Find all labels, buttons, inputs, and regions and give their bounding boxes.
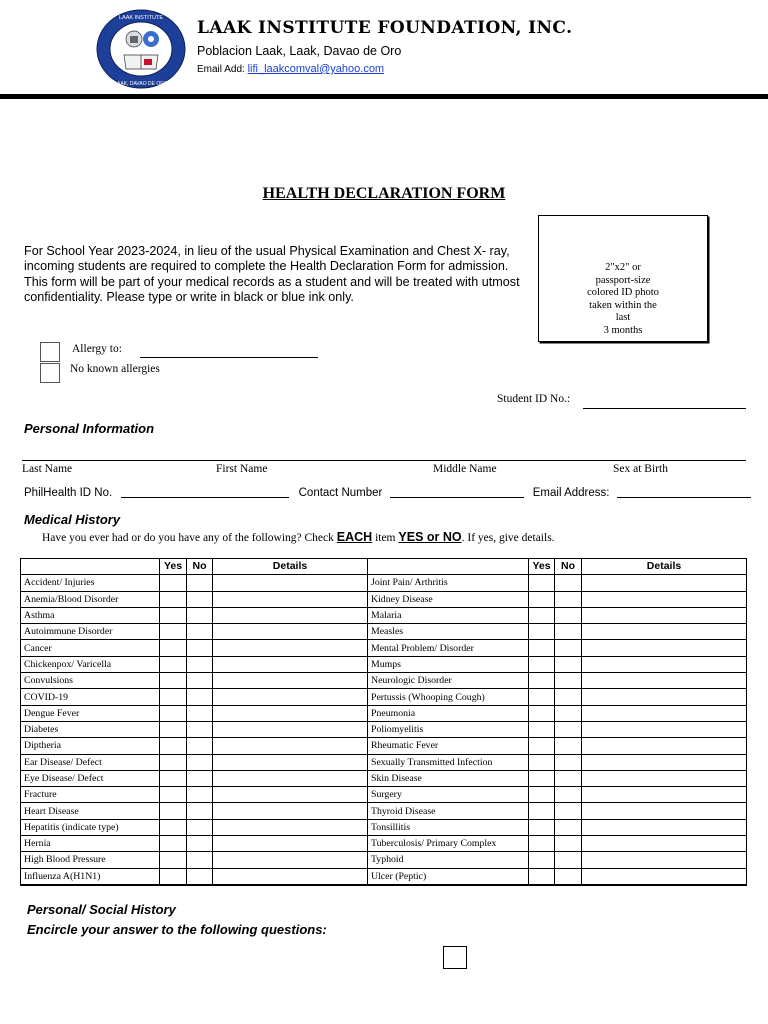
no-cell[interactable]	[555, 738, 582, 754]
no-cell[interactable]	[187, 868, 213, 885]
details-cell[interactable]	[582, 770, 747, 786]
answer-box[interactable]	[443, 946, 467, 969]
yes-cell[interactable]	[160, 787, 187, 803]
details-cell[interactable]	[582, 819, 747, 835]
condition-cell: Eye Disease/ Defect	[21, 770, 160, 786]
details-cell[interactable]	[582, 673, 747, 689]
details-cell[interactable]	[582, 640, 747, 656]
organization-email-row	[197, 63, 384, 75]
condition-cell: Sexually Transmitted Infection	[368, 754, 529, 770]
details-cell[interactable]	[582, 607, 747, 623]
details-cell[interactable]	[213, 575, 368, 591]
medical-history-body	[21, 575, 747, 885]
no-header: No	[555, 559, 582, 575]
yes-cell[interactable]	[160, 705, 187, 721]
photo-line: taken within the	[589, 299, 657, 311]
social-history-heading: Personal/ Social History	[27, 902, 176, 917]
details-cell[interactable]	[213, 868, 368, 885]
condition-cell: Tuberculosis/ Primary Complex	[368, 836, 529, 852]
no-cell[interactable]	[187, 803, 213, 819]
no-cell[interactable]	[555, 803, 582, 819]
yes-cell[interactable]	[529, 787, 555, 803]
condition-cell: Diabetes	[21, 721, 160, 737]
details-cell[interactable]	[582, 754, 747, 770]
condition-cell: High Blood Pressure	[21, 852, 160, 868]
table-row	[21, 721, 747, 737]
details-cell[interactable]	[213, 803, 368, 819]
no-cell[interactable]	[187, 819, 213, 835]
no-cell[interactable]	[555, 640, 582, 656]
no-cell[interactable]	[555, 575, 582, 591]
form-title: HEALTH DECLARATION FORM	[262, 185, 506, 202]
no-cell[interactable]	[555, 673, 582, 689]
organization-address: Poblacion Laak, Laak, Davao de Oro	[197, 44, 402, 58]
svg-text:LAAK INSTITUTE: LAAK INSTITUTE	[118, 15, 164, 21]
yes-cell[interactable]	[529, 803, 555, 819]
yes-cell[interactable]	[160, 721, 187, 737]
yes-cell[interactable]	[529, 624, 555, 640]
no-cell[interactable]	[555, 624, 582, 640]
yes-cell[interactable]	[160, 689, 187, 705]
header-rule	[0, 94, 768, 99]
yes-cell[interactable]	[160, 803, 187, 819]
instr-part: item	[372, 532, 399, 544]
organization-name: LAAK INSTITUTE FOUNDATION, INC.	[197, 18, 573, 38]
condition-cell: Skin Disease	[368, 770, 529, 786]
condition-header-left	[21, 559, 160, 575]
no-cell[interactable]	[187, 689, 213, 705]
table-row	[21, 591, 747, 607]
yes-cell[interactable]	[160, 836, 187, 852]
allergy-checkbox[interactable]	[40, 342, 60, 362]
condition-cell: Dengue Fever	[21, 705, 160, 721]
no-cell[interactable]	[555, 868, 582, 885]
yes-cell[interactable]	[529, 640, 555, 656]
no-cell[interactable]	[187, 705, 213, 721]
details-cell[interactable]	[582, 705, 747, 721]
table-row	[21, 656, 747, 672]
details-cell[interactable]	[213, 640, 368, 656]
yes-cell[interactable]	[529, 705, 555, 721]
no-cell[interactable]	[187, 721, 213, 737]
condition-cell: Joint Pain/ Arthritis	[368, 575, 529, 591]
details-cell[interactable]	[213, 754, 368, 770]
yes-cell[interactable]	[160, 624, 187, 640]
condition-cell: Ulcer (Peptic)	[368, 868, 529, 885]
yes-cell[interactable]	[160, 738, 187, 754]
condition-cell: Anemia/Blood Disorder	[21, 591, 160, 607]
no-cell[interactable]	[555, 591, 582, 607]
no-cell[interactable]	[187, 852, 213, 868]
yes-cell[interactable]	[529, 656, 555, 672]
no-cell[interactable]	[187, 624, 213, 640]
details-cell[interactable]	[213, 787, 368, 803]
details-cell[interactable]	[213, 721, 368, 737]
no-cell[interactable]	[555, 754, 582, 770]
details-header: Details	[582, 559, 747, 575]
details-cell[interactable]	[582, 803, 747, 819]
yes-cell[interactable]	[529, 673, 555, 689]
yes-cell[interactable]	[529, 591, 555, 607]
student-id-input-line[interactable]	[583, 408, 746, 409]
personal-info-heading: Personal Information	[24, 421, 155, 436]
form-intro: For School Year 2023-2024, in lieu of the usual Physical Examination and Chest X- ray, incoming students are required to complete the Health Declaration Form for admission. This form will be part of your medical records as a student and will be treated with utmost confidentiality. Please type or write in black or blue ink only.	[24, 244, 520, 305]
condition-cell: Heart Disease	[21, 803, 160, 819]
instr-yes-no: YES or NO	[398, 530, 462, 544]
no-cell[interactable]	[187, 656, 213, 672]
yes-cell[interactable]	[160, 852, 187, 868]
details-cell[interactable]	[213, 689, 368, 705]
details-cell[interactable]	[582, 787, 747, 803]
details-cell[interactable]	[582, 689, 747, 705]
medical-history-instruction	[42, 530, 555, 544]
organization-email-link[interactable]: lifi_laakcomval@yahoo.com	[247, 63, 385, 75]
condition-cell: Pertussis (Whooping Cough)	[368, 689, 529, 705]
table-row	[21, 640, 747, 656]
details-cell[interactable]	[213, 624, 368, 640]
details-header: Details	[213, 559, 368, 575]
no-cell[interactable]	[187, 575, 213, 591]
social-history-instruction: Encircle your answer to the following questions:	[27, 922, 327, 937]
no-cell[interactable]	[187, 787, 213, 803]
philhealth-input-line[interactable]	[121, 497, 289, 498]
condition-cell: Tonsillitis	[368, 819, 529, 835]
yes-cell[interactable]	[160, 607, 187, 623]
condition-cell: Chickenpox/ Varicella	[21, 656, 160, 672]
email-address-label: Email Address:	[532, 487, 610, 499]
no-cell[interactable]	[555, 770, 582, 786]
photo-instructions	[540, 262, 706, 337]
medical-history-table	[20, 558, 747, 886]
details-cell[interactable]	[213, 738, 368, 754]
details-cell[interactable]	[582, 591, 747, 607]
details-cell[interactable]	[213, 836, 368, 852]
condition-cell: Measles	[368, 624, 529, 640]
condition-cell: Ear Disease/ Defect	[21, 754, 160, 770]
no-allergy-label: No known allergies	[70, 363, 160, 375]
no-cell[interactable]	[187, 754, 213, 770]
condition-cell: Mental Problem/ Disorder	[368, 640, 529, 656]
yes-cell[interactable]	[160, 656, 187, 672]
no-cell[interactable]	[555, 689, 582, 705]
table-row	[21, 770, 747, 786]
details-cell[interactable]	[213, 852, 368, 868]
sex-label: Sex at Birth	[613, 463, 668, 475]
table-row	[21, 705, 747, 721]
yes-cell[interactable]	[529, 607, 555, 623]
table-row	[21, 689, 747, 705]
philhealth-label: PhilHealth ID No.	[24, 487, 113, 499]
instr-each: EACH	[336, 530, 373, 544]
contact-row	[24, 487, 751, 499]
email-input-line[interactable]	[617, 497, 751, 498]
condition-cell: Fracture	[21, 787, 160, 803]
condition-cell: Kidney Disease	[368, 591, 529, 607]
no-cell[interactable]	[555, 819, 582, 835]
yes-cell[interactable]	[160, 591, 187, 607]
no-cell[interactable]	[555, 787, 582, 803]
photo-line: 3 months	[603, 324, 643, 336]
yes-cell[interactable]	[160, 770, 187, 786]
instr-part: . If yes, give details.	[461, 532, 555, 544]
condition-cell: Accident/ Injuries	[21, 575, 160, 591]
photo-line: 2"x2" or	[605, 262, 641, 273]
details-cell[interactable]	[213, 673, 368, 689]
table-row	[21, 607, 747, 623]
table-row	[21, 787, 747, 803]
contact-input-line[interactable]	[390, 497, 524, 498]
condition-cell: Surgery	[368, 787, 529, 803]
contact-label: Contact Number	[298, 487, 383, 499]
no-cell[interactable]	[187, 673, 213, 689]
last-name-label: Last Name	[22, 463, 73, 475]
details-cell[interactable]	[213, 705, 368, 721]
details-cell[interactable]	[213, 607, 368, 623]
no-cell[interactable]	[555, 607, 582, 623]
condition-cell: Convulsions	[21, 673, 160, 689]
condition-cell: Poliomyelitis	[368, 721, 529, 737]
yes-cell[interactable]	[529, 868, 555, 885]
no-cell[interactable]	[555, 656, 582, 672]
table-row	[21, 673, 747, 689]
details-cell[interactable]	[213, 656, 368, 672]
details-cell[interactable]	[582, 868, 747, 885]
condition-cell: Thyroid Disease	[368, 803, 529, 819]
details-cell[interactable]	[582, 738, 747, 754]
table-row	[21, 575, 747, 591]
yes-cell[interactable]	[529, 721, 555, 737]
no-cell[interactable]	[555, 836, 582, 852]
condition-cell: Asthma	[21, 607, 160, 623]
yes-cell[interactable]	[529, 770, 555, 786]
photo-line: passport-size	[595, 274, 651, 286]
institution-logo	[96, 9, 186, 89]
condition-cell: Autoimmune Disorder	[21, 624, 160, 640]
details-cell[interactable]	[582, 852, 747, 868]
svg-text:LAAK, DAVAO DE ORO: LAAK, DAVAO DE ORO	[114, 81, 168, 87]
allergy-input-line[interactable]	[140, 357, 318, 358]
condition-cell: Mumps	[368, 656, 529, 672]
condition-cell: Influenza A(H1N1)	[21, 868, 160, 885]
details-cell[interactable]	[213, 819, 368, 835]
no-cell[interactable]	[555, 705, 582, 721]
condition-cell: Hernia	[21, 836, 160, 852]
no-cell[interactable]	[187, 770, 213, 786]
details-cell[interactable]	[213, 770, 368, 786]
details-cell[interactable]	[582, 575, 747, 591]
details-cell[interactable]	[582, 656, 747, 672]
yes-cell[interactable]	[529, 836, 555, 852]
yes-cell[interactable]	[529, 689, 555, 705]
no-cell[interactable]	[555, 721, 582, 737]
yes-cell[interactable]	[529, 819, 555, 835]
instr-part: Have you ever had or do you have any of the following? Check	[42, 532, 337, 544]
photo-line: colored ID photo	[587, 287, 659, 298]
details-cell[interactable]	[582, 721, 747, 737]
medical-history-heading: Medical History	[24, 512, 121, 527]
yes-cell[interactable]	[160, 754, 187, 770]
details-cell[interactable]	[213, 591, 368, 607]
yes-cell[interactable]	[160, 640, 187, 656]
table-row	[21, 738, 747, 754]
condition-cell: Pneumonia	[368, 705, 529, 721]
condition-cell: Neurologic Disorder	[368, 673, 529, 689]
table-row	[21, 754, 747, 770]
table-header-row	[21, 559, 747, 575]
table-row	[21, 852, 747, 868]
no-cell[interactable]	[187, 591, 213, 607]
table-row	[21, 819, 747, 835]
no-cell[interactable]	[555, 852, 582, 868]
condition-cell: Rheumatic Fever	[368, 738, 529, 754]
table-row	[21, 624, 747, 640]
photo-line: last	[615, 312, 631, 323]
student-id-label: Student ID No.:	[497, 393, 571, 405]
details-cell[interactable]	[582, 624, 747, 640]
yes-cell[interactable]	[529, 754, 555, 770]
no-cell[interactable]	[187, 738, 213, 754]
yes-cell[interactable]	[160, 673, 187, 689]
no-cell[interactable]	[187, 640, 213, 656]
email-label: Email Add:	[197, 64, 245, 75]
table-row	[21, 836, 747, 852]
condition-cell: COVID-19	[21, 689, 160, 705]
yes-header: Yes	[529, 559, 555, 575]
first-name-label: First Name	[216, 463, 268, 475]
condition-cell: Diptheria	[21, 738, 160, 754]
yes-cell[interactable]	[529, 738, 555, 754]
yes-cell[interactable]	[160, 868, 187, 885]
condition-cell: Typhoid	[368, 852, 529, 868]
yes-cell[interactable]	[529, 852, 555, 868]
details-cell[interactable]	[582, 836, 747, 852]
condition-cell: Cancer	[21, 640, 160, 656]
no-cell[interactable]	[187, 607, 213, 623]
yes-cell[interactable]	[160, 575, 187, 591]
middle-name-label: Middle Name	[433, 463, 497, 475]
table-row	[21, 868, 747, 885]
condition-cell: Malaria	[368, 607, 529, 623]
yes-cell[interactable]	[160, 819, 187, 835]
yes-header: Yes	[160, 559, 187, 575]
allergy-label: Allergy to:	[72, 343, 122, 355]
yes-cell[interactable]	[529, 575, 555, 591]
no-cell[interactable]	[187, 836, 213, 852]
no-header: No	[187, 559, 213, 575]
name-input-line[interactable]	[22, 460, 746, 461]
condition-cell: Hepatitis (indicate type)	[21, 819, 160, 835]
no-allergy-checkbox[interactable]	[40, 363, 60, 383]
condition-header-right	[368, 559, 529, 575]
table-row	[21, 803, 747, 819]
